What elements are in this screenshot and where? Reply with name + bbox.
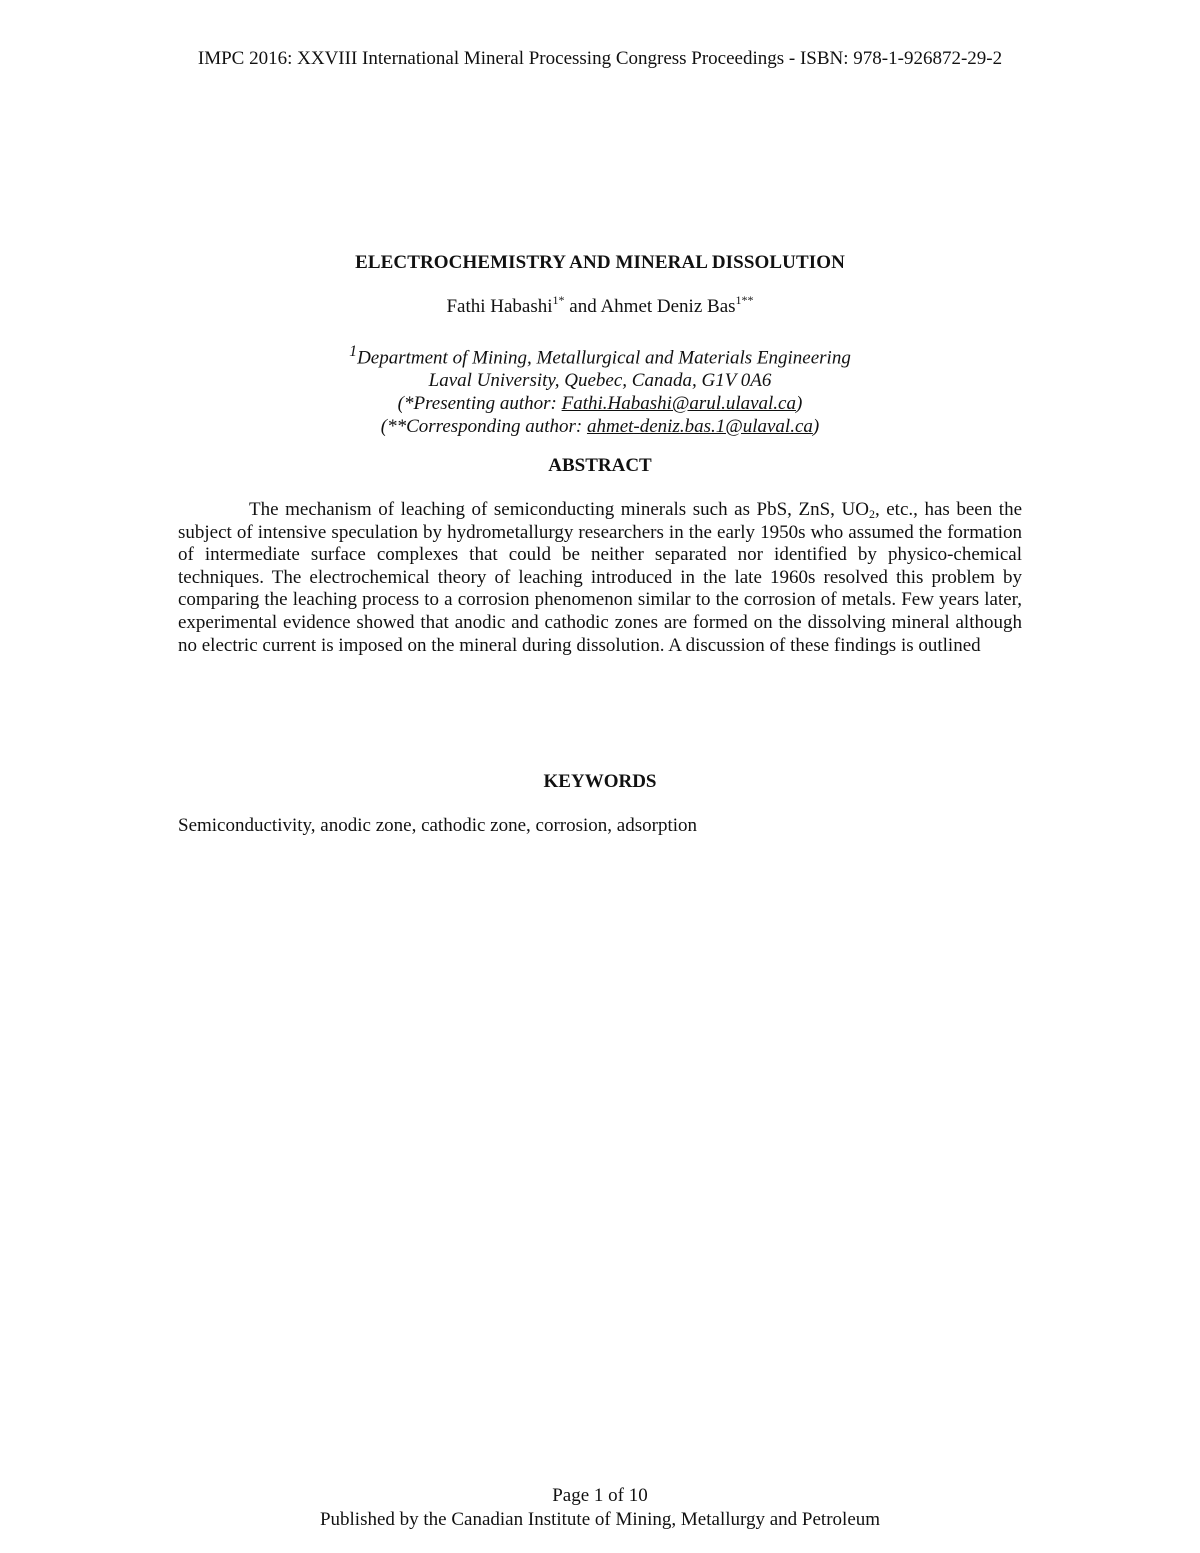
- affiliation-department-line: [0, 341, 1200, 370]
- page-number: Page 1 of 10: [552, 1485, 648, 1506]
- corresponding-author-suffix: ): [812, 415, 820, 437]
- keywords-heading: KEYWORDS: [543, 771, 657, 792]
- abstract-text-part-2: , etc., has been the subject of intensive speculation by hydrometallurgy researchers in the early 1950s who assumed the formation of intermediate surface complexes that could be neither separated nor identified by physico-chemical techniques. The electrochemical theory of leaching introduced in the late 1960s resolved this problem by comparing the leaching process to a corrosion phenomenon similar to the corrosion of metals. Few years later, experimental evidence showed that anodic and cathodic zones are formed on the dissolving mineral although no electric current is imposed on the mineral during dissolution. A discussion of these findings is outlined: [178, 499, 1022, 656]
- paper-title: ELECTROCHEMISTRY AND MINERAL DISSOLUTION: [355, 252, 845, 273]
- affiliation-department: Department of Mining, Metallurgical and Materials Engineering: [357, 347, 851, 369]
- page-footer: [0, 1484, 1200, 1532]
- affiliation-block: [0, 341, 1200, 439]
- running-header: IMPC 2016: XXVIII International Mineral Processing Congress Proceedings - ISBN: 978-1-926872-29-2: [197, 48, 1003, 69]
- author-2-name: Ahmet Deniz Bas: [600, 296, 736, 317]
- presenting-author-line: [0, 393, 1200, 416]
- presenting-author-prefix: (*Presenting author:: [397, 392, 562, 414]
- corresponding-author-email-link[interactable]: ahmet-deniz.bas.1@ulaval.ca: [586, 415, 813, 437]
- author-1-name: Fathi Habashi: [446, 296, 553, 317]
- abstract-subscript: 2: [868, 507, 875, 521]
- keywords-text: Semiconductivity, anodic zone, cathodic zone, corrosion, adsorption: [178, 815, 698, 836]
- author-line: [0, 293, 1200, 318]
- presenting-author-suffix: ): [796, 392, 803, 414]
- presenting-author-email-link[interactable]: Fathi.Habashi@arul.ulaval.ca: [561, 392, 796, 414]
- author-2-affiliation-mark: 1**: [735, 293, 754, 307]
- affiliation-institution: Laval University, Quebec, Canada, G1V 0A6: [428, 370, 772, 392]
- author-conjunction: and: [564, 296, 601, 317]
- author-1-affiliation-mark: 1*: [552, 293, 565, 307]
- abstract-text-part-1: The mechanism of leaching of semiconducting minerals such as PbS, ZnS, UO: [249, 499, 869, 520]
- publisher-line: Published by the Canadian Institute of Mining, Metallurgy and Petroleum: [319, 1509, 881, 1530]
- abstract-heading: ABSTRACT: [548, 455, 652, 476]
- affiliation-mark: 1: [349, 343, 358, 360]
- abstract-text: [178, 499, 1022, 657]
- corresponding-author-line: [0, 416, 1200, 439]
- corresponding-author-prefix: (**Corresponding author:: [380, 415, 587, 437]
